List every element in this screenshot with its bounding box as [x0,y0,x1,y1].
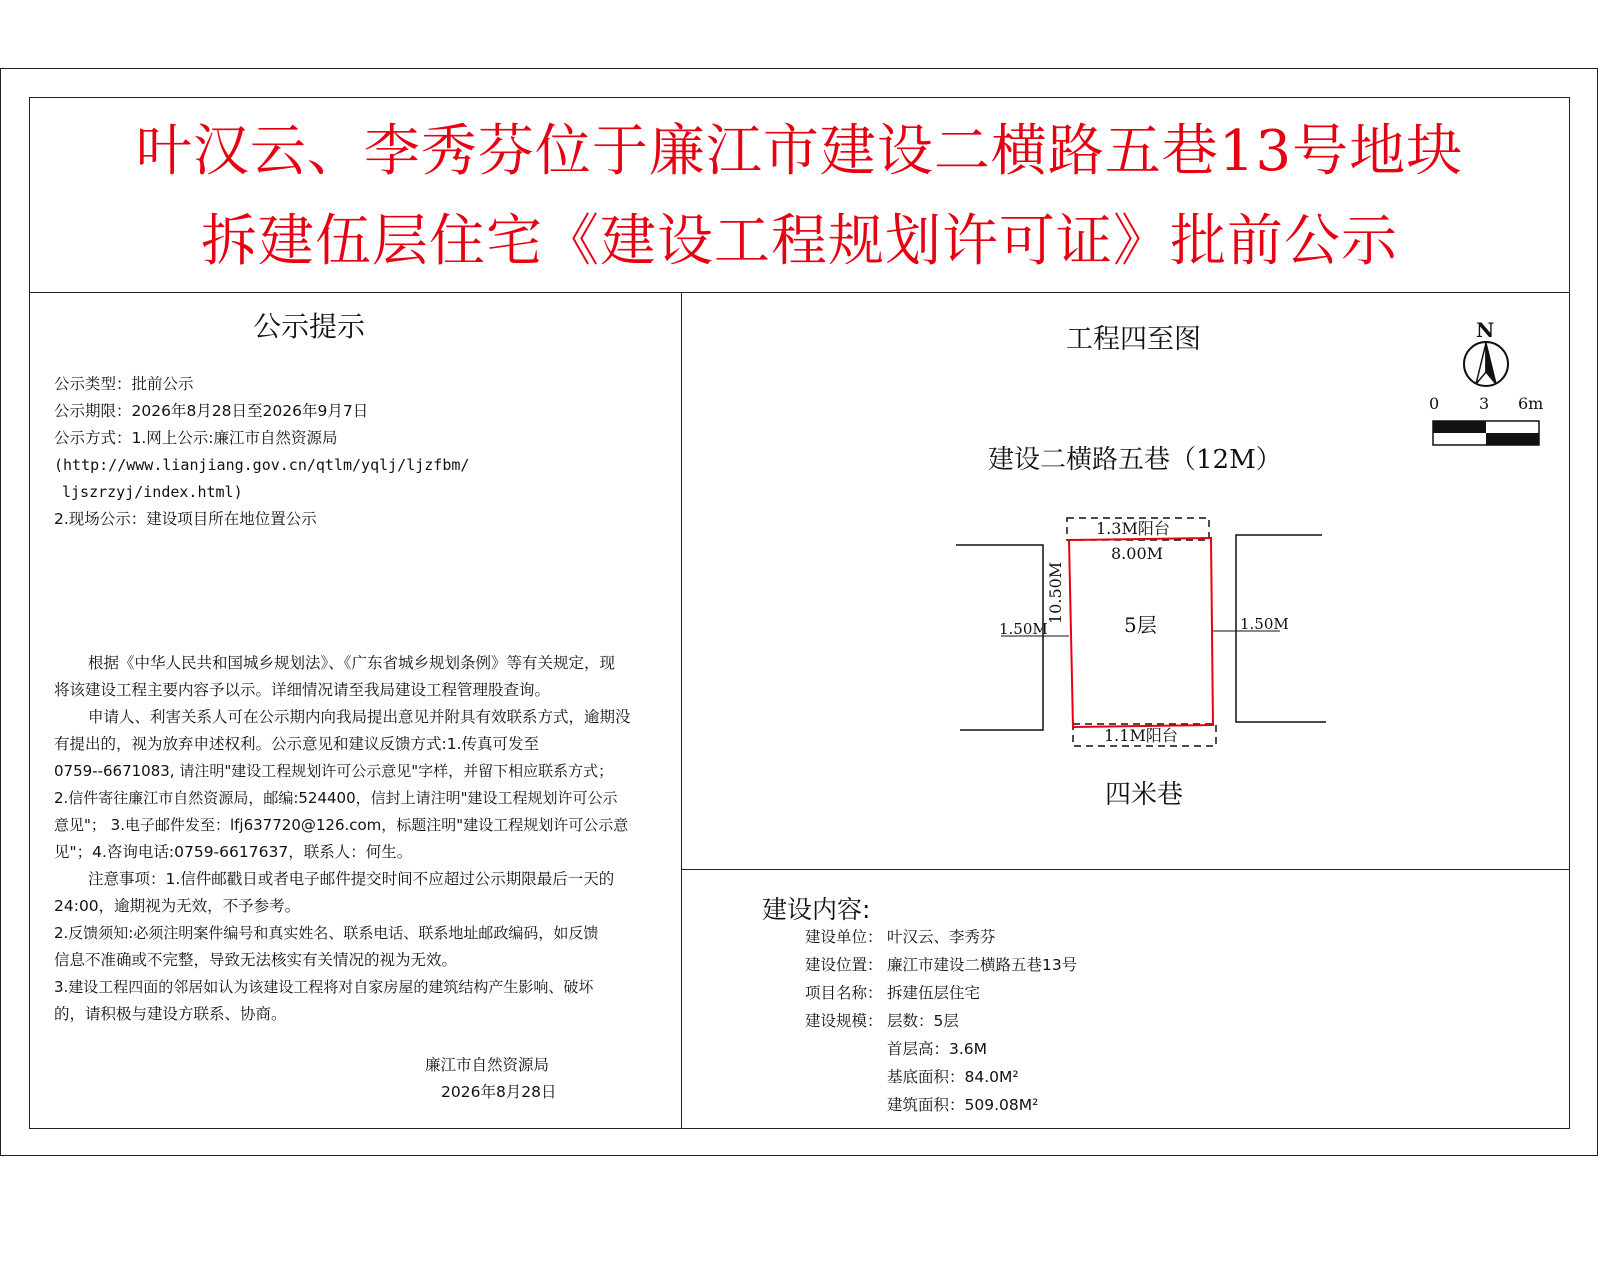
column-divider [681,292,682,1129]
signature-org: 廉江市自然资源局 [425,1056,550,1074]
scale-label-3: 3 [1479,394,1490,413]
north-label: N [1476,318,1495,342]
left-setback-label: 1.50M [999,620,1048,638]
body-line: 将该建设工程主要内容予以示。详细情况请至我局建设工程管理股查询。 [54,681,551,699]
depth-label: 10.50M [1046,561,1065,624]
right-setback-label: 1.50M [1240,615,1289,633]
construction-label: 建设位置： [805,956,883,974]
north-balcony-label: 1.3M阳台 [1096,519,1170,538]
body-line: 2.信件寄往廉江市自然资源局，邮编:524400，信封上请注明"建设工程规划许可公示 [54,789,618,807]
width-label: 8.00M [1111,544,1164,563]
south-road-label: 四米巷 [1105,780,1184,810]
right-panel-divider [681,869,1570,870]
body-line: 信息不准确或不完整，导致无法核实有关情况的视为无效。 [54,951,458,969]
construction-value: 建筑面积：509.08M² [887,1096,1039,1114]
title-divider [29,292,1570,293]
notice-url-1: (http://www.lianjiang.gov.cn/qtlm/yqlj/ljzfbm/ [54,456,470,474]
notice-onsite: 2.现场公示：建设项目所在地位置公示 [54,510,317,528]
body-line: 2.反馈须知:必须注明案件编号和真实姓名、联系电话、联系地址邮政编码，如反馈 [54,924,599,942]
body-line: 意见"； 3.电子邮件发至：lfj637720@126.com，标题注明"建设工程规划许可公示意 [54,816,629,834]
construction-value: 叶汉云、李秀芬 [887,928,996,946]
construction-value: 首层高：3.6M [887,1040,988,1058]
body-line: 注意事项：1.信件邮戳日或者电子邮件提交时间不应超过公示期限最后一天的 [88,870,615,888]
body-line: 申请人、利害关系人可在公示期内向我局提出意见并附具有效联系方式，逾期没 [88,708,631,726]
scale-label-6m: 6m [1518,394,1544,413]
scale-label-0: 0 [1429,394,1440,413]
south-balcony-label: 1.1M阳台 [1104,726,1178,745]
notice-period: 公示期限：2026年8月28日至2026年9月7日 [54,402,369,420]
construction-label: 建设单位： [805,928,883,946]
construction-value: 廉江市建设二横路五巷13号 [887,956,1078,974]
notice-type: 公示类型：批前公示 [54,375,194,393]
body-line: 根据《中华人民共和国城乡规划法》、《广东省城乡规划条例》等有关规定，现 [88,654,616,672]
north-road-label: 建设二横路五巷（12M） [988,445,1282,475]
body-line: 见"；4.咨询电话:0759-6617637，联系人：何生。 [54,843,413,861]
signature-date: 2026年8月28日 [441,1083,557,1101]
notice-method: 公示方式：1.网上公示:廉江市自然资源局 [54,429,338,447]
body-line: 3.建设工程四面的邻居如认为该建设工程将对自家房屋的建筑结构产生影响、破坏 [54,978,594,996]
construction-heading: 建设内容: [762,895,871,924]
body-line: 有提出的，视为放弃申述权利。公示意见和建议反馈方式:1.传真可发至 [54,735,540,753]
construction-value: 拆建伍层住宅 [887,984,981,1002]
construction-value: 层数：5层 [887,1012,959,1030]
body-line: 的，请积极与建设方联系、协商。 [54,1005,287,1023]
site-plan-heading: 工程四至图 [1066,324,1201,355]
body-line: 24:00，逾期视为无效，不予参考。 [54,897,301,915]
construction-label: 建设规模： [805,1012,883,1030]
title-line-2: 拆建伍层住宅《建设工程规划许可证》批前公示 [201,209,1398,274]
body-line: 0759--6671083, 请注明"建设工程规划许可公示意见"字样，并留下相应联系方式； [54,762,614,780]
construction-label: 项目名称： [805,984,883,1002]
title-line-1: 叶汉云、李秀芬位于廉江市建设二横路五巷13号地块 [135,119,1464,184]
construction-value: 基底面积：84.0M² [887,1068,1019,1086]
floors-label: 5层 [1124,613,1157,637]
notice-heading: 公示提示 [253,310,366,343]
notice-url-2: ljszrzyj/index.html) [62,483,243,501]
